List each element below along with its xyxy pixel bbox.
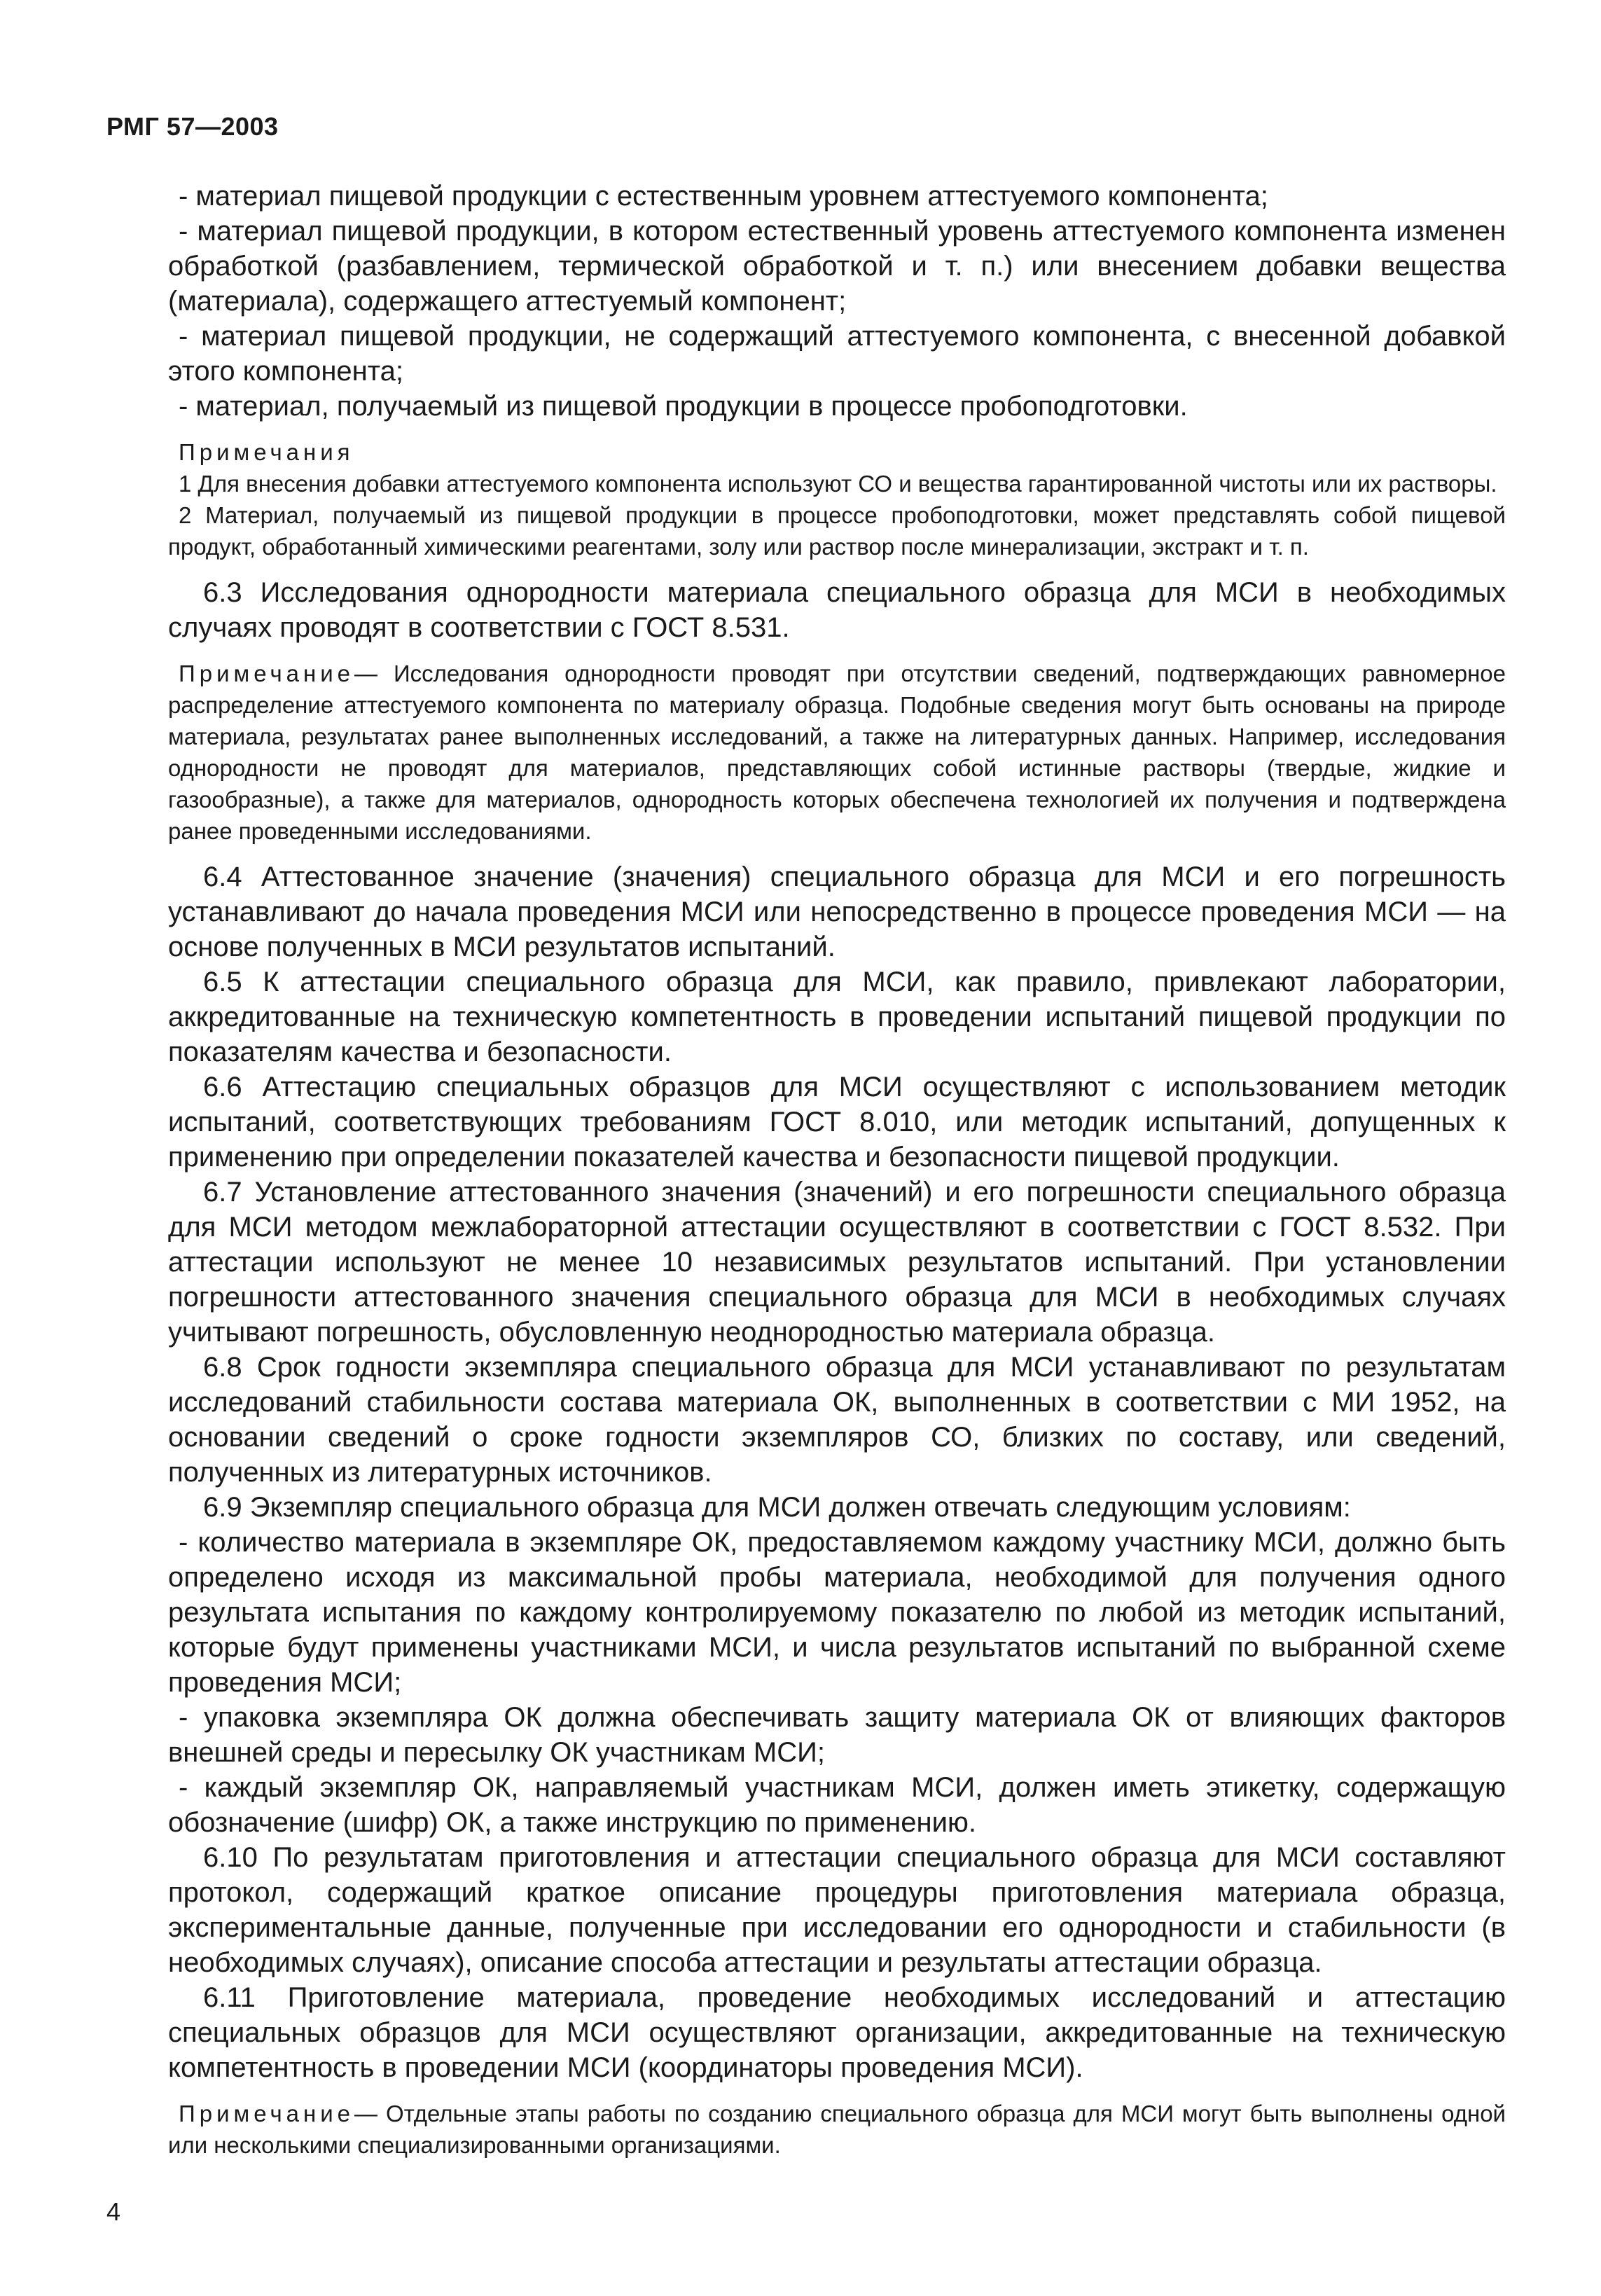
note-block-c	[168, 2098, 1506, 2161]
note-b	[168, 658, 1506, 847]
section-6-7: 6.7 Установление аттестованного значения (значений) и его погрешности специального образца для МСИ методом межлабораторной аттестации осуществляют в соответствии с ГОСТ 8.532. При аттестации используют не менее 10 независимых результатов испытаний. При установлении погрешности аттестованного значения специального образца для МСИ в необходимых случаях учитывают погрешность, обусловленную неоднородностью материала образца.	[168, 1177, 1506, 1348]
page-content	[168, 179, 1506, 2173]
intro-item-1: - материал пищевой продукции с естественным уровнем аттестуемого компонента;	[179, 181, 1268, 212]
section-6-4: 6.4 Аттестованное значение (значения) специального образца для МСИ и его погрешность устанавливают до начала проведения МСИ или непосредственно в процессе проведения МСИ — на основе полученных в МСИ результатов испытаний.	[168, 862, 1506, 962]
intro-item-3: - материал пищевой продукции, не содержащий аттестуемого компонента, с внесенной добавкой этого компонента;	[168, 321, 1506, 387]
section-6-9-item-3: - каждый экземпляр ОК, направляемый участникам МСИ, должен иметь этикетку, содержащую обозначение (шифр) ОК, а также инструкцию по применению.	[168, 1772, 1506, 1838]
note-b-label: Примечание	[179, 661, 355, 686]
section-6-9-item-2: - упаковка экземпляра ОК должна обеспечивать защиту материала ОК от влияющих факторов внешней среды и пересылку ОК участникам МСИ;	[168, 1702, 1506, 1768]
note-b-text: — Исследования однородности проводят при отсутствии сведений, подтверждающих равномерное распределение аттестуемого компонента по материалу образца. Подобные сведения могут быть основаны на природе материала, результатах ранее выполненных исследований, а также на литературных данных. Например, исследования однородности не проводят для материалов, представляющих собой истинные растворы (твердые, жидкие и газообразные), а также для материалов, однородность которых обеспечена технологией их получения и подтверждена ранее проведенными исследованиями.	[168, 661, 1506, 844]
note-item-2: 2 Материал, получаемый из пищевой продукции в процессе пробоподготовки, может представлять собой пищевой продукт, обработанный химическими реагентами, золу или раствор после минерализации, экстракт и т. п.	[168, 502, 1506, 560]
section-6-10: 6.10 По результатам приготовления и аттестации специального образца для МСИ составляют протокол, содержащий краткое описание процедуры приготовления материала образца, экспериментальные данные, полученные при исследовании его однородности и стабильности (в необходимых случаях), описание способа аттестации и результаты аттестации образца.	[168, 1842, 1506, 1978]
intro-item-4: - материал, получаемый из пищевой продукции в процессе пробоподготовки.	[179, 391, 1188, 422]
section-6-5: 6.5 К аттестации специального образца для МСИ, как правило, привлекают лаборатории, аккредитованные на техническую компетентность в проведении испытаний пищевой продукции по показателям качества и безопасности.	[168, 967, 1506, 1067]
note-item-1: 1 Для внесения добавки аттестуемого компонента используют СО и вещества гарантированной чистоты или их растворы.	[179, 471, 1497, 497]
document-code: РМГ 57—2003	[106, 112, 279, 141]
notes-block-a	[168, 436, 1506, 562]
section-6-11: 6.11 Приготовление материала, проведение необходимых исследований и аттестацию специальных образцов для МСИ осуществляют организации, аккредитованные на техническую компетентность в проведении МСИ (координаторы проведения МСИ).	[168, 1982, 1506, 2083]
section-6-9-item-1: - количество материала в экземпляре ОК, предоставляемом каждому участнику МСИ, должно быть определено исходя из максимальной пробы материала, необходимой для получения одного результата испытания по каждому контролируемому показателю по любой из методик испытаний, которые будут применены участниками МСИ, и числа результатов испытаний по выбранной схеме проведения МСИ;	[168, 1527, 1506, 1698]
page-number: 4	[106, 2197, 121, 2226]
section-6-9: 6.9 Экземпляр специального образца для МСИ должен отвечать следующим условиям:	[203, 1492, 1351, 1523]
note-c-text: — Отдельные этапы работы по созданию специального образца для МСИ могут быть выполнены одной или несколькими специализированными организациями.	[168, 2101, 1506, 2158]
note-block-b	[168, 658, 1506, 847]
section-6-6: 6.6 Аттестацию специальных образцов для МСИ осуществляют с использованием методик испытаний, соответствующих требованиям ГОСТ 8.010, или методик испытаний, допущенных к применению при определении показателей качества и безопасности пищевой продукции.	[168, 1072, 1506, 1173]
section-6-8: 6.8 Срок годности экземпляра специального образца для МСИ устанавливают по результатам исследований стабильности состава материала ОК, выполненных в соответствии с МИ 1952, на основании сведений о сроке годности экземпляров СО, близких по составу, или сведений, полученных из литературных источников.	[168, 1352, 1506, 1488]
note-c	[168, 2098, 1506, 2161]
section-6-3: 6.3 Исследования однородности материала специального образца для МСИ в необходимых случаях проводят в соответствии с ГОСТ 8.531.	[168, 577, 1506, 643]
notes-title: Примечания	[179, 439, 354, 465]
intro-item-2: - материал пищевой продукции, в котором естественный уровень аттестуемого компонента изменен обработкой (разбавлением, термической обработкой и т. п.) или внесением добавки вещества (материала), содержащего аттестуемый компонент;	[168, 216, 1506, 317]
note-c-label: Примечание	[179, 2101, 355, 2126]
